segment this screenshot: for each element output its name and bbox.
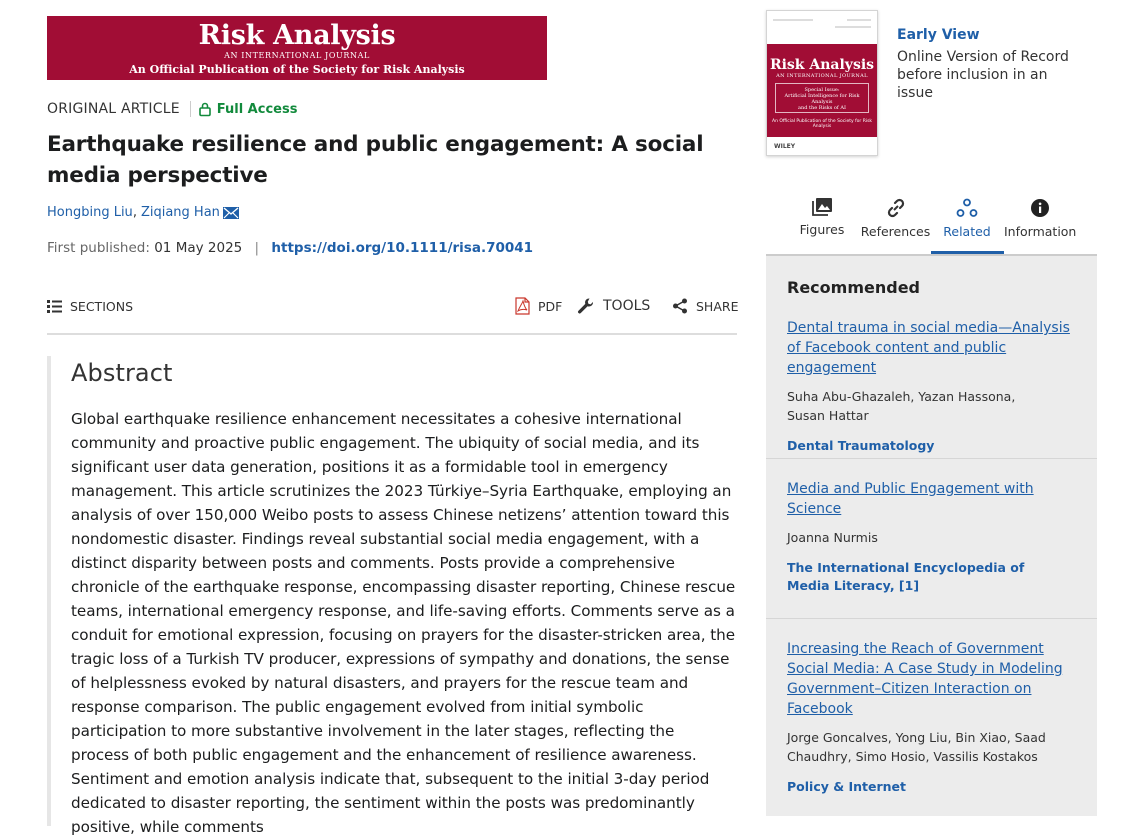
list-item xyxy=(787,318,1079,455)
mail-icon[interactable] xyxy=(223,207,239,219)
list-icon xyxy=(47,300,62,313)
banner-tagline: An Official Publication of the Society for Risk Analysis xyxy=(129,63,465,76)
recommended-title-link[interactable]: Media and Public Engagement with Science xyxy=(787,481,1034,517)
first-published-date: 01 May 2025 xyxy=(154,240,243,256)
related-icon xyxy=(956,198,978,218)
share-label: SHARE xyxy=(696,298,739,314)
abstract-heading: Abstract xyxy=(71,359,173,387)
recommended-authors: Joanna Nurmis xyxy=(787,530,878,545)
tab-label: Information xyxy=(1004,224,1077,239)
tools-label: TOOLS xyxy=(603,298,651,314)
author-separator: , xyxy=(132,205,137,220)
image-icon xyxy=(812,198,832,216)
sections-label: SECTIONS xyxy=(70,298,134,314)
journal-cover[interactable] xyxy=(766,10,878,156)
cover-footer: An Official Publication of the Society for Risk Analysis xyxy=(771,119,873,129)
cover-issue-line: Artificial Intelligence for Risk Analysis xyxy=(784,93,860,105)
link-icon xyxy=(886,198,906,218)
cover-panel xyxy=(767,44,877,137)
author-link[interactable]: Hongbing Liu xyxy=(47,205,133,220)
author-link[interactable]: Ziqiang Han xyxy=(140,205,220,220)
wrench-icon xyxy=(577,297,595,315)
lock-open-icon xyxy=(199,102,211,116)
sections-button[interactable] xyxy=(47,295,133,317)
recommended-journal-link[interactable]: Policy & Internet xyxy=(787,779,907,794)
tools-button[interactable] xyxy=(577,295,650,317)
share-icon xyxy=(672,298,688,314)
abstract-text: Global earthquake resilience enhancement necessitates a cohesive international community and proactive public engagement. The ubiquity of social media, and its significant user data generation, positions it as a formidable tool in emergency management. This article scrutinizes the 2023 Türkiye–Syria Earthquake, employing an analysis of over 150,000 Weibo posts to assess Chinese netizens’ attention toward this nondomestic disaster. Findings reveal substantial social media engagement, with a distinct disparity between posts and comments. Posts provide a comprehensive chronicle of the earthquake response, encompassing disaster reporting, Chinese rescue teams, international emergency response, and life-saving efforts. Comments serve as a conduit for emotional expression, focusing on prayers for the disaster-stricken area, the tragic loss of a Turkish TV producer, expressions of sympathy and donations, the sense of helplessness evoked by natural disasters, and prayers for the rescue team and response comparison. The public engagement evolved from initial symbolic participation to more substantive involvement in the later stages, reflecting the process of both public engagement and the enhancement of resilience awareness. Sentiment and emotion analysis indicate that, subsequent to the initial 3-day period dedicated to disaster reporting, the sentiment within the posts was predominantly positive, while comments xyxy=(71,410,736,836)
article-toolbar xyxy=(47,295,737,317)
abstract-section xyxy=(47,356,737,836)
cover-subtitle: AN INTERNATIONAL JOURNAL xyxy=(776,73,868,79)
cover-title: Risk Analysis xyxy=(769,57,875,73)
first-published-label: First published: xyxy=(47,240,150,256)
full-access-badge: Full Access xyxy=(216,101,298,117)
divider: | xyxy=(254,240,260,256)
tab-label: Related xyxy=(943,224,991,239)
recommended-panel xyxy=(766,256,1097,816)
recommended-heading: Recommended xyxy=(787,278,920,297)
tab-related[interactable] xyxy=(934,196,1000,254)
banner-title: Risk Analysis xyxy=(198,20,396,51)
recommended-journal-link[interactable]: The International Encyclopedia of Media Literacy, [1] xyxy=(787,560,1025,593)
article-title: Earthquake resilience and public engagement: A social media perspective xyxy=(47,132,704,188)
publisher-logo: WILEY xyxy=(774,143,796,150)
recommended-journal-link[interactable]: Dental Traumatology xyxy=(787,438,935,453)
cover-issue-line: and the Risks of AI xyxy=(798,105,846,111)
tab-figures[interactable] xyxy=(792,196,852,254)
pdf-label: PDF xyxy=(538,298,563,314)
early-view-info xyxy=(897,26,1087,102)
early-view-description: Online Version of Record before inclusion in an issue xyxy=(897,49,1069,101)
tab-information[interactable] xyxy=(1004,196,1076,254)
early-view-heading[interactable]: Early View xyxy=(897,27,980,43)
cover-issue-line: Special Issue: xyxy=(804,87,840,93)
tab-references[interactable] xyxy=(858,196,933,254)
article-type: ORIGINAL ARTICLE xyxy=(47,101,180,117)
doi-link[interactable]: https://doi.org/10.1111/risa.70041 xyxy=(271,240,534,256)
tab-label: References xyxy=(860,224,931,239)
publication-info xyxy=(47,240,533,256)
list-item xyxy=(787,639,1079,796)
share-button[interactable] xyxy=(672,295,738,317)
cover-header xyxy=(767,11,877,44)
author-list xyxy=(47,205,239,220)
banner-subtitle: AN INTERNATIONAL JOURNAL xyxy=(224,51,370,60)
tab-label: Figures xyxy=(799,222,845,237)
divider xyxy=(766,458,1097,459)
pdf-icon xyxy=(515,297,530,315)
pdf-button[interactable] xyxy=(515,295,562,317)
recommended-title-link[interactable]: Dental trauma in social media—Analysis of Facebook content and public engagement xyxy=(787,320,1070,376)
divider xyxy=(47,333,737,335)
cover-issue-box xyxy=(775,83,869,113)
divider xyxy=(766,618,1097,619)
divider xyxy=(190,101,191,117)
list-item xyxy=(787,479,1079,595)
article-meta xyxy=(47,100,297,118)
recommended-authors: Suha Abu-Ghazaleh, Yazan Hassona, Susan Hattar xyxy=(787,389,1016,423)
sidebar-tabs xyxy=(786,196,1086,254)
recommended-authors: Jorge Goncalves, Yong Liu, Bin Xiao, Saad Chaudhry, Simo Hosio, Vassilis Kostakos xyxy=(787,730,1046,764)
recommended-title-link[interactable]: Increasing the Reach of Government Social Media: A Case Study in Modeling Government–Citizen Interaction on Facebook xyxy=(787,641,1063,717)
info-icon xyxy=(1030,198,1050,218)
journal-banner[interactable] xyxy=(47,16,547,80)
